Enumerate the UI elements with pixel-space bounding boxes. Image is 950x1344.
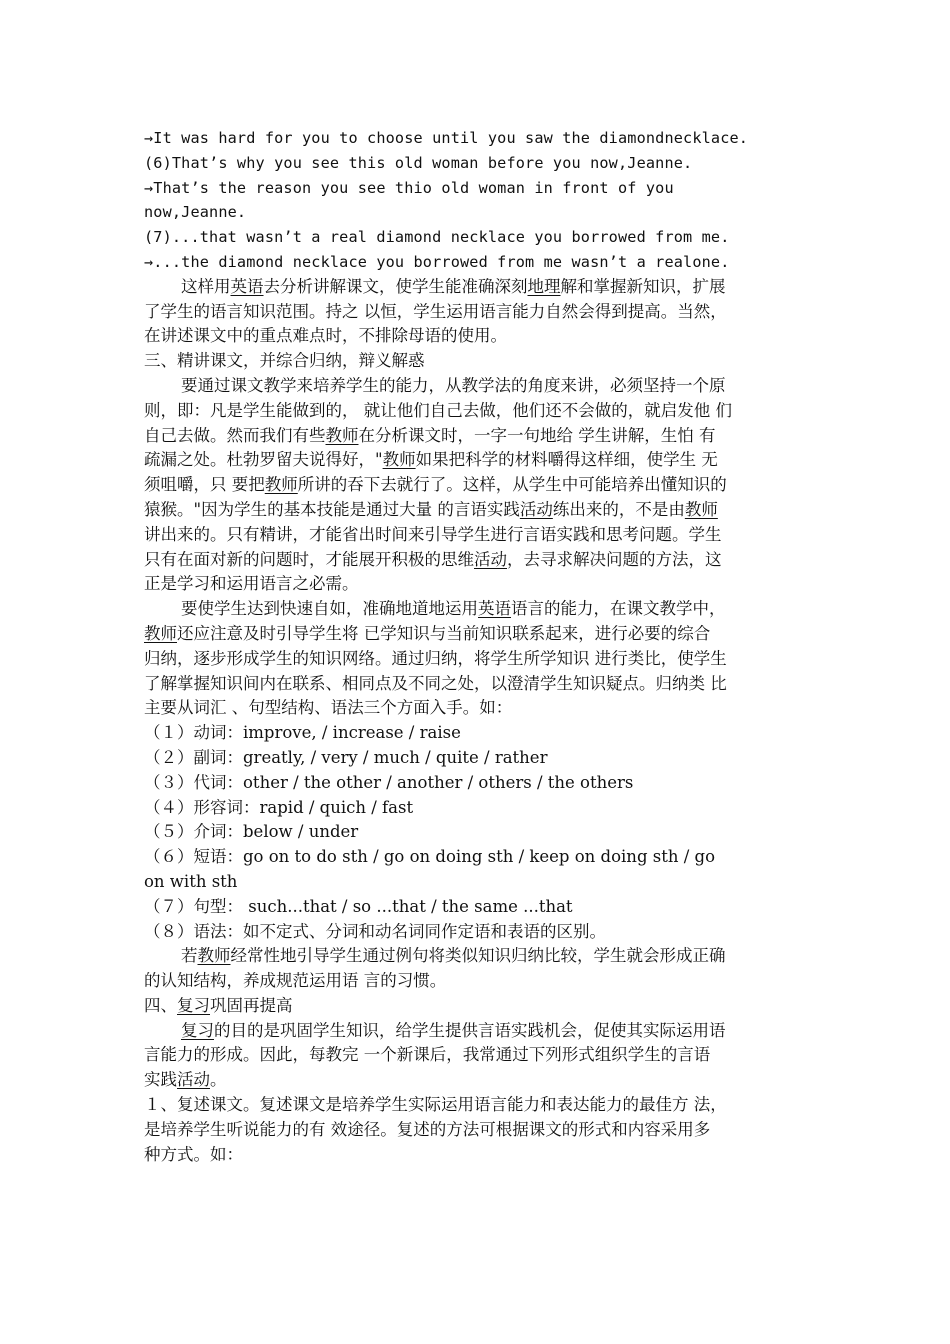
example-line: (6)That’s why you see this old woman before you now,Jeanne. xyxy=(144,153,693,172)
example-line: →It was hard for you to choose until you saw the diamondnecklace. xyxy=(144,129,749,147)
link-activity[interactable]: 活动 xyxy=(177,1070,210,1090)
section-heading: 四、复习巩固再提高 xyxy=(144,995,293,1015)
paragraph-line: 在讲述课文中的重点难点时，不排除母语的使用。 xyxy=(144,326,507,346)
example-line: (7)...that wasn’t a real diamond necklace you borrowed from me. xyxy=(144,228,730,247)
paragraph-line: 要使学生达到快速自如，准确地道地运用英语语言的能力，在课文教学中， xyxy=(181,599,726,619)
list-item: （７）句型： such...that / so ...that / the same ...that xyxy=(144,896,573,916)
document-page xyxy=(144,126,812,1167)
paragraph-line: 复习的目的是巩固学生知识，给学生提供言语实践机会，促使其实际运用语 xyxy=(181,1020,726,1040)
list-item: （５）介词：below / under xyxy=(144,822,359,842)
example-line: now,Jeanne. xyxy=(144,203,247,222)
list-item: （２）副词：greatly, / very / much / quite / rather xyxy=(144,747,548,767)
paragraph-line: 了学生的语言知识范围。持之 以恒，学生运用语言能力自然会得到提高。当然， xyxy=(144,301,727,321)
link-teacher[interactable]: 教师 xyxy=(382,450,416,470)
paragraph-line: 只有在面对新的问题时，才能展开积极的思维活动，去寻求解决问题的方法，这 xyxy=(144,549,722,569)
paragraph-line: 主要从词汇 、句型结构、语法三个方面入手。如： xyxy=(144,698,513,718)
section-heading: 三、精讲课文，并综合归纳，辩义解惑 xyxy=(144,351,425,371)
paragraph-line: 则，即：凡是学生能做到的， 就让他们自己去做，他们还不会做的，就启发他 们 xyxy=(144,400,732,420)
paragraph-line: 要通过课文教学来培养学生的能力，从教学法的角度来讲，必须坚持一个原 xyxy=(181,375,726,395)
paragraph-line: 是培养学生听说能力的有 效途径。复述的方法可根据课文的形式和内容采用多 xyxy=(144,1119,711,1139)
list-item: （６）短语：go on to do sth / go on doing sth / keep on doing sth / go xyxy=(144,847,716,867)
link-teacher[interactable]: 教师 xyxy=(144,623,177,643)
list-item: （１）动词：improve, / increase / raise xyxy=(144,723,461,743)
paragraph-line: 的认知结构，养成规范运用语 言的习惯。 xyxy=(144,971,447,991)
paragraph-line: 这样用英语去分析讲解课文，使学生能准确深刻地理解和掌握新知识，扩展 xyxy=(181,276,726,296)
example-line: →...the diamond necklace you borrowed from me wasn’t a realone. xyxy=(144,252,730,271)
paragraph-line: 自己去做。然而我们有些教师在分析课文时，一字一句地给 学生讲解，生怕 有 xyxy=(144,425,716,445)
paragraph-line: 归纳，逐步形成学生的知识网络。通过归纳，将学生所学知识 进行类比，使学生 xyxy=(144,648,727,668)
list-item: （８）语法：如不定式、分词和动名词同作定语和表语的区别。 xyxy=(144,921,606,941)
list-item: （４）形容词：rapid / quich / fast xyxy=(144,797,414,817)
link-activity[interactable]: 活动 xyxy=(519,499,553,519)
paragraph-line: 正是学习和运用语言之必需。 xyxy=(144,574,359,594)
paragraph-line: 猿猴。"因为学生的基本技能是通过大量 的言语实践活动练出来的，不是由教师 xyxy=(144,499,718,519)
paragraph-line: 教师还应注意及时引导学生将 已学知识与当前知识联系起来，进行必要的综合 xyxy=(144,623,711,643)
link-english[interactable]: 英语 xyxy=(230,276,264,296)
link-teacher[interactable]: 教师 xyxy=(684,499,718,519)
list-item: on with sth xyxy=(144,871,238,891)
link-review[interactable]: 复习 xyxy=(177,995,210,1015)
link-teacher[interactable]: 教师 xyxy=(264,475,298,495)
link-teacher[interactable]: 教师 xyxy=(325,425,359,445)
list-item: （３）代词：other / the other / another / others / the others xyxy=(144,772,634,792)
paragraph-line: 若教师经常性地引导学生通过例句将类似知识归纳比较，学生就会形成正确 xyxy=(181,946,726,966)
link-geography[interactable]: 地理 xyxy=(527,276,561,296)
paragraph-line: 疏漏之处。杜勃罗留夫说得好，"教师如果把科学的材料嚼得这样细，使学生 无 xyxy=(144,450,718,470)
paragraph-line: 种方式。如： xyxy=(144,1144,243,1164)
paragraph-line: 须咀嚼，只 要把教师所讲的吞下去就行了。这样，从学生中可能培养出懂知识的 xyxy=(144,475,727,495)
link-teacher[interactable]: 教师 xyxy=(197,946,231,966)
paragraph-line: 实践活动。 xyxy=(144,1070,227,1090)
link-review[interactable]: 复习 xyxy=(181,1020,214,1040)
paragraph-line: 了解掌握知识间内在联系、相同点及不同之处，以澄清学生知识疑点。归纳类 比 xyxy=(144,673,727,693)
example-line: →That’s the reason you see thio old woman in front of you xyxy=(144,178,674,197)
paragraph-line: 言能力的形成。因此，每教完 一个新课后，我常通过下列形式组织学生的言语 xyxy=(144,1045,711,1065)
paragraph-line: 讲出来的。只有精讲，才能省出时间来引导学生进行言语实践和思考问题。学生 xyxy=(144,524,722,544)
link-activity[interactable]: 活动 xyxy=(474,549,507,569)
link-english[interactable]: 英语 xyxy=(478,599,511,619)
paragraph-line: １、复述课文。复述课文是培养学生实际运用语言能力和表达能力的最佳方 法， xyxy=(144,1095,727,1115)
